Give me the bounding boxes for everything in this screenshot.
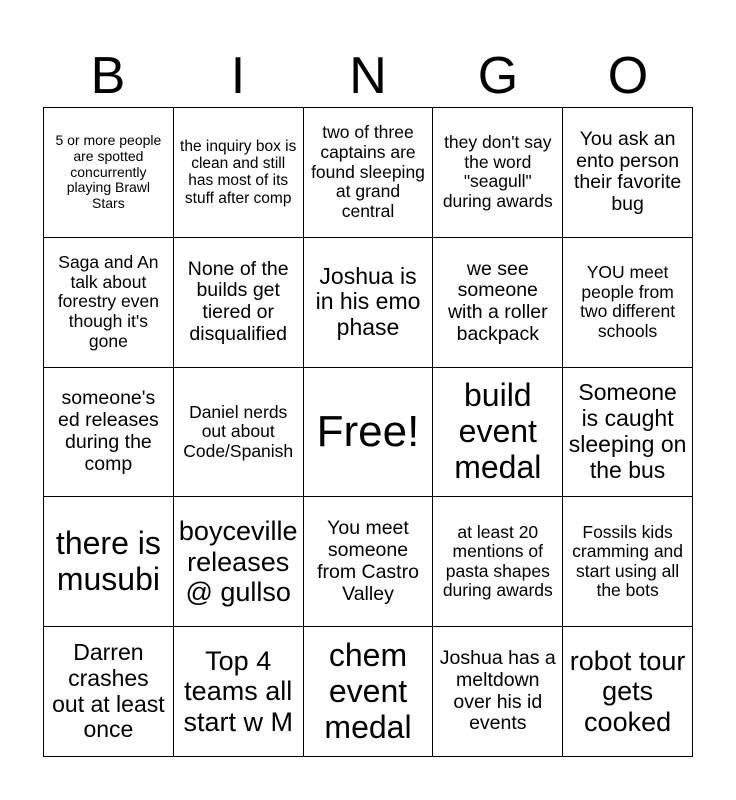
cell-text: Darren crashes out at least once [52, 639, 165, 743]
cell-text: None of the builds get tiered or disqualified [187, 257, 289, 346]
bingo-cell-r3c1[interactable] [44, 368, 174, 498]
cell-text: Joshua is in his emo phase [315, 262, 421, 341]
cell-text: two of three captains are found sleeping at grand central [311, 122, 425, 221]
cell-text: Top 4 teams all start w M [183, 646, 293, 737]
cell-text: there is musubi [55, 524, 161, 597]
bingo-cell-r2c4[interactable] [433, 238, 563, 368]
cell-text: Saga and An talk about forestry even though it's gone [57, 252, 159, 351]
bingo-cell-r5c3[interactable] [304, 627, 434, 757]
cell-text: someone's ed releases during the comp [57, 387, 159, 475]
cell-text: You ask an ento person their favorite bug [573, 127, 682, 216]
bingo-cell-r4c3[interactable] [304, 497, 434, 627]
free-space-text: Free! [316, 407, 420, 457]
header-letter-o: O [607, 47, 649, 105]
cell-text: at least 20 mentions of pasta shapes during awards [442, 521, 553, 601]
header-letter-b: B [90, 47, 126, 105]
cell-text: Daniel nerds out about Code/Spanish [183, 401, 294, 461]
bingo-cell-r4c2[interactable] [174, 497, 304, 627]
bingo-cell-r5c4[interactable] [433, 627, 563, 757]
bingo-cell-r5c5[interactable] [563, 627, 693, 757]
bingo-cell-r2c1[interactable] [44, 238, 174, 368]
cell-text: we see someone with a roller backpack [447, 257, 548, 346]
bingo-cell-r3c5[interactable] [563, 368, 693, 498]
bingo-cell-r5c1[interactable] [44, 627, 174, 757]
bingo-cell-r2c2[interactable] [174, 238, 304, 368]
bingo-cell-r4c1[interactable] [44, 497, 174, 627]
cell-text: 5 or more people are spotted concurrently playing Brawl Stars [55, 132, 162, 211]
cell-text: Someone is caught sleeping on the bus [568, 379, 687, 483]
cell-text: You meet someone from Castro Valley [317, 517, 419, 605]
bingo-cell-r5c2[interactable] [174, 627, 304, 757]
bingo-cell-r1c4[interactable] [433, 108, 563, 238]
cell-text: the inquiry box is clean and still has most of its stuff after comp [180, 137, 297, 207]
bingo-cell-r4c4[interactable] [433, 497, 563, 627]
cell-text: boyceville releases @ gullso [178, 516, 298, 607]
cell-text: robot tour gets cooked [569, 646, 686, 737]
cell-text: YOU meet people from two different schools [580, 262, 676, 341]
cell-text: Fossils kids cramming and start using all the bots [572, 521, 684, 601]
bingo-cell-r1c2[interactable] [174, 108, 304, 238]
header-letter-n: N [349, 47, 387, 105]
bingo-cell-r3c2[interactable] [174, 368, 304, 498]
bingo-cell-r2c3[interactable] [304, 238, 434, 368]
bingo-cell-r4c5[interactable] [563, 497, 693, 627]
cell-text: chem event medal [324, 636, 412, 745]
bingo-cell-r3c4[interactable] [433, 368, 563, 498]
cell-text: build event medal [454, 377, 542, 485]
bingo-grid [43, 107, 693, 757]
bingo-header [43, 44, 693, 108]
cell-text: they don't say the word "seagull" during awards [442, 132, 553, 211]
bingo-cell-r1c1[interactable] [44, 108, 174, 238]
bingo-cell-r1c5[interactable] [563, 108, 693, 238]
header-letter-g: G [477, 47, 519, 105]
bingo-cell-r1c3[interactable] [304, 108, 434, 238]
cell-text: Joshua has a meltdown over his id events [439, 646, 556, 735]
header-letter-i: I [230, 47, 246, 105]
bingo-cell-free[interactable] [304, 368, 434, 498]
bingo-cell-r2c5[interactable] [563, 238, 693, 368]
